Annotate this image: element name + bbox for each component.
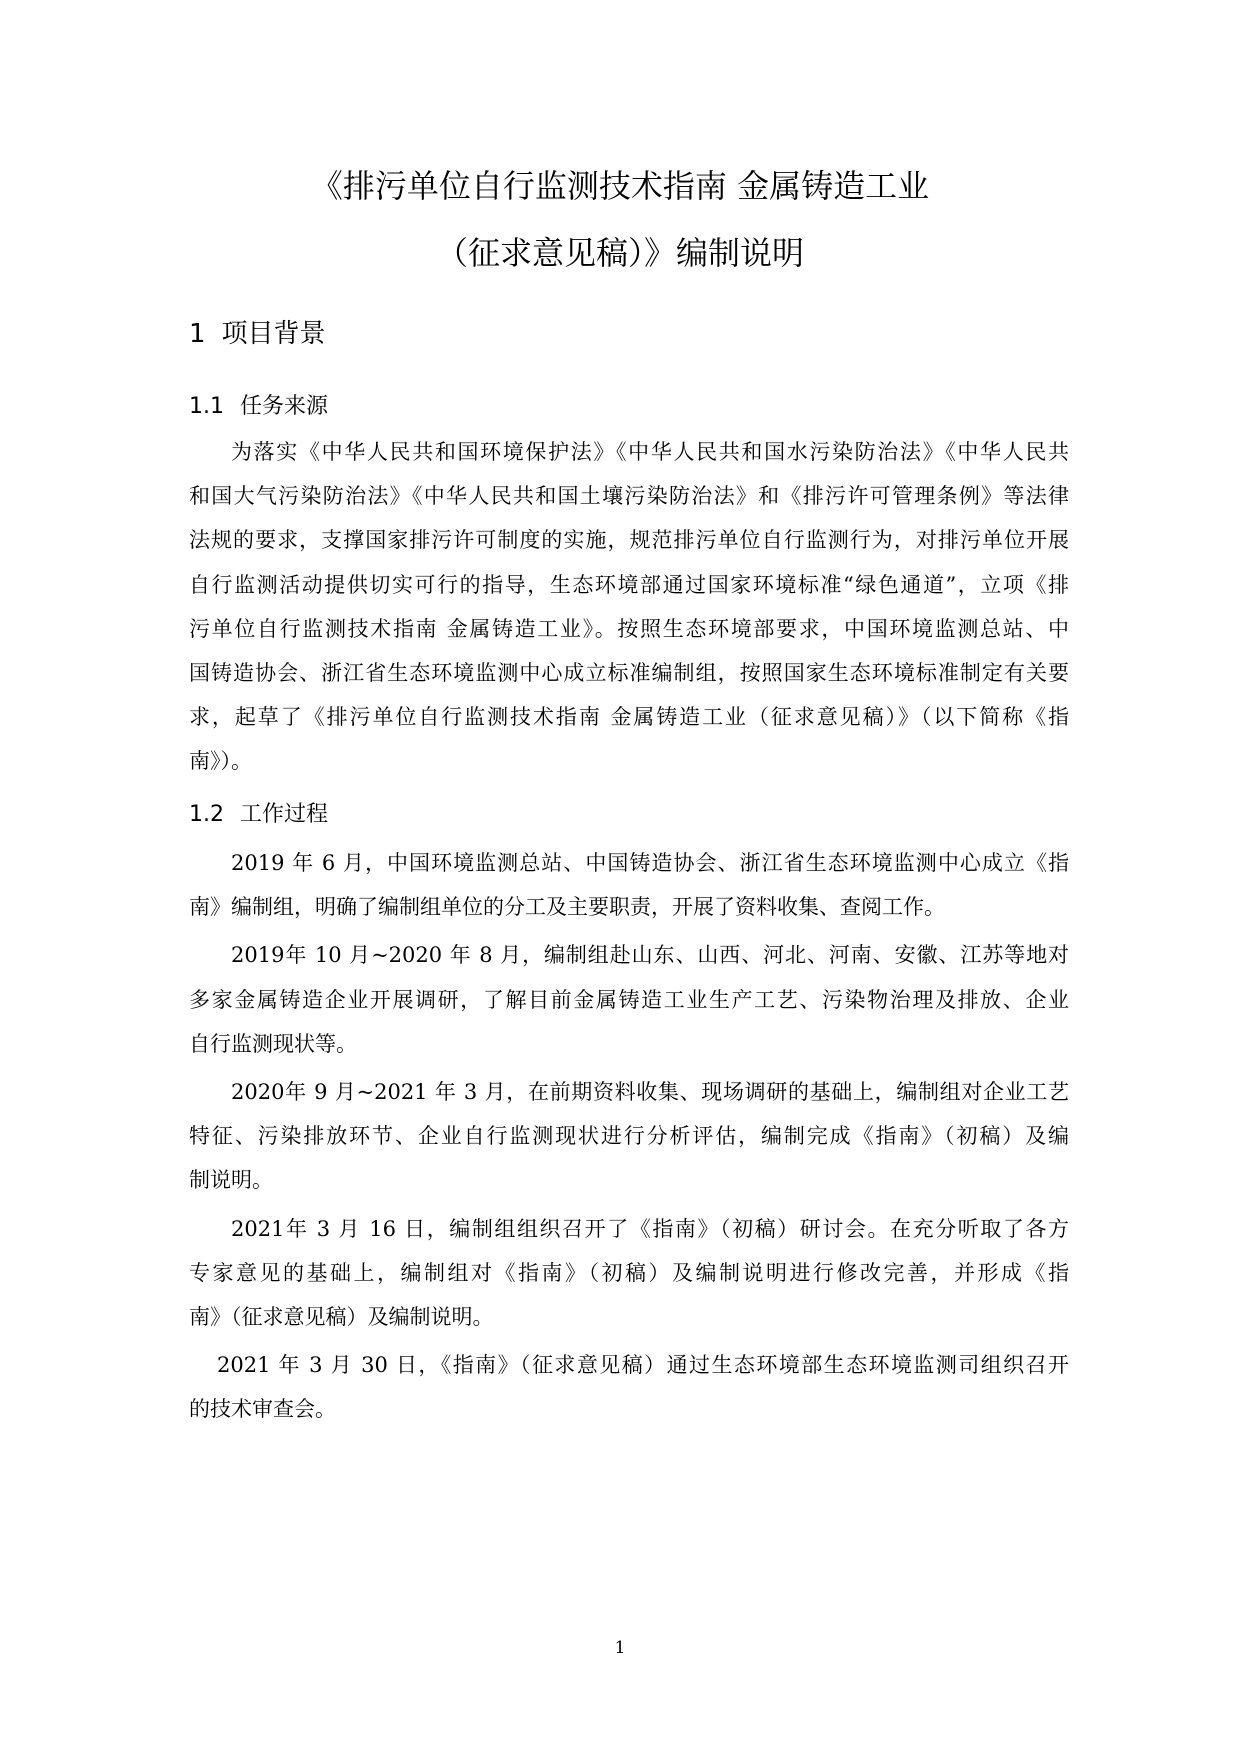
paragraph-line: 2019年 10 月~2020 年 8 月，编制组赴山东、山西、河北、河南、安徽、江苏等地对 xyxy=(231,943,1069,968)
paragraph-line: 2021年 3 月 16 日，编制组组织召开了《指南》（初稿）研讨会。在充分听取了各方 xyxy=(231,1216,1069,1241)
document-title-line-1: 《排污单位自行监测技术指南 金属铸造工业 xyxy=(310,167,930,205)
paragraph-line: 自行监测活动提供切实可行的指导，生态环境部通过国家环境标准“绿色通道”，立项《排 xyxy=(189,572,1069,597)
section-number: 1 xyxy=(189,319,206,349)
section-1-1-body xyxy=(189,430,1069,788)
section-number: 1.2 xyxy=(189,802,224,827)
paragraph xyxy=(189,841,1069,929)
paragraph-line: 2019 年 6 月，中国环境监测总站、中国铸造协会、浙江省生态环境监测中心成立《指 xyxy=(231,851,1069,875)
paragraph xyxy=(189,430,1069,784)
paragraph xyxy=(189,933,1069,1066)
section-title: 工作过程 xyxy=(240,802,329,827)
paragraph xyxy=(189,1343,1069,1431)
paragraph-line: 求，起草了《排污单位自行监测技术指南 金属铸造工业（征求意见稿）》（以下简称《指 xyxy=(189,705,1069,730)
paragraph-line: 国铸造协会、浙江省生态环境监测中心成立标准编制组，按照国家生态环境标准制定有关要 xyxy=(189,660,1069,685)
page-number: 1 xyxy=(614,1638,626,1658)
paragraph-line: 2021 年 3 月 30 日，《指南》（征求意见稿）通过生态环境部生态环境监测司组织召开 xyxy=(217,1353,1069,1378)
paragraph-line: 南》）。 xyxy=(189,749,252,774)
paragraph xyxy=(189,1207,1069,1340)
paragraph-line: 和国大气污染防治法》《中华人民共和国土壤污染防治法》和《排污许可管理条例》等法律 xyxy=(189,484,1069,509)
section-heading-1 xyxy=(189,317,326,351)
section-title: 项目背景 xyxy=(221,319,326,349)
paragraph-line: 专家意见的基础上，编制组对《指南》（初稿）及编制说明进行修改完善，并形成《指 xyxy=(189,1260,1069,1285)
paragraph-line: 南》编制组，明确了编制组单位的分工及主要职责，开展了资料收集、查阅工作。 xyxy=(189,895,945,920)
paragraph-line: 自行监测现状等。 xyxy=(189,1031,357,1056)
paragraph-line: 为落实《中华人民共和国环境保护法》《中华人民共和国水污染防治法》《中华人民共 xyxy=(231,440,1069,464)
section-heading-1-2 xyxy=(189,800,328,830)
section-number: 1.1 xyxy=(189,394,224,419)
paragraph-line: 的技术审查会。 xyxy=(189,1397,336,1422)
section-title: 任务来源 xyxy=(240,394,329,419)
document-title-line-2: （征求意见稿）》编制说明 xyxy=(435,234,804,272)
paragraph-line: 2020年 9 月~2021 年 3 月，在前期资料收集、现场调研的基础上，编制组对企业工艺 xyxy=(231,1079,1069,1104)
paragraph-line: 多家金属铸造企业开展调研，了解目前金属铸造工业生产工艺、污染物治理及排放、企业 xyxy=(189,987,1069,1012)
paragraph-line: 南》（征求意见稿）及编制说明。 xyxy=(189,1304,494,1329)
paragraph-line: 制说明。 xyxy=(189,1168,273,1193)
paragraph xyxy=(189,1070,1069,1203)
section-1-2-body xyxy=(189,841,1069,1435)
section-heading-1-1 xyxy=(189,392,328,422)
paragraph-line: 特征、污染排放环节、企业自行监测现状进行分析评估，编制完成《指南》（初稿）及编 xyxy=(189,1124,1069,1149)
paragraph-line: 法规的要求，支撑国家排污许可制度的实施，规范排污单位自行监测行为，对排污单位开展 xyxy=(189,528,1069,553)
paragraph-line: 污单位自行监测技术指南 金属铸造工业》。按照生态环境部要求，中国环境监测总站、中 xyxy=(189,616,1069,641)
